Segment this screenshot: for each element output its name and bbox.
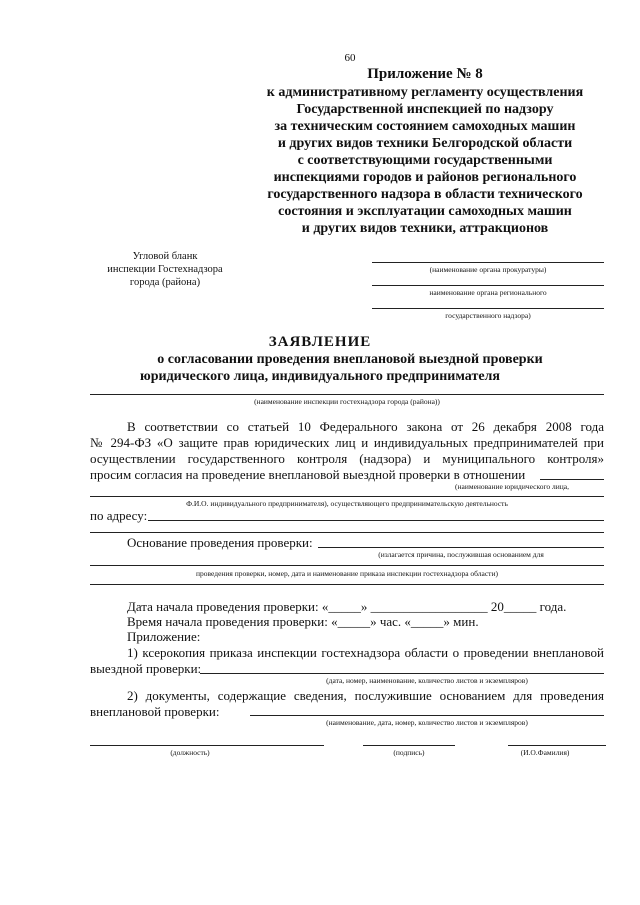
basis-line-2[interactable] <box>90 565 604 566</box>
inspection-caption: (наименование инспекции гостехнадзора города (района)) <box>254 397 440 406</box>
attachment-item-1: 1) ксерокопия приказа инспекции гостехнадзора области о проведении внеплановой <box>127 645 604 660</box>
paragraph-word: 2008 <box>545 419 572 434</box>
legal-entity-caption: (наименование юридического лица, <box>454 482 569 491</box>
paragraph-word: со <box>226 419 239 434</box>
paragraph-word: статьей <box>247 419 290 434</box>
name-caption: (И.О.Фамилия) <box>520 748 570 757</box>
appendix-line: государственного надзора в области технического <box>267 187 583 202</box>
start-time: Время начала проведения проверки: «_____» час. «_____» мин. <box>127 614 479 629</box>
fio-caption: Ф.И.О. индивидуального предпринимателя), осуществляющего предпринимательскую деятельность <box>186 499 508 508</box>
basis-label: Основание проведения проверки: <box>127 535 313 550</box>
appendix-line: Государственной инспекцией по надзору <box>296 102 554 117</box>
page-number: 60 <box>344 52 356 64</box>
regional-line-2[interactable] <box>372 308 604 309</box>
corner-line: Угловой бланк <box>132 251 198 262</box>
paragraph-line-4: просим согласия на проведение внеплановой выездной проверки в отношении <box>90 467 526 482</box>
appendix-line: за техническим состоянием самоходных машин <box>274 119 576 134</box>
paragraph-line-3: осуществлении государственного контроля (надзора) и муниципального контроля» <box>90 451 604 466</box>
address-line[interactable] <box>148 520 604 521</box>
corner-stamp <box>90 250 240 289</box>
basis-caption: (излагается причина, послужившая основанием для <box>378 550 544 559</box>
appendix-line: с соответствующими государственными <box>297 153 553 168</box>
paragraph-word: 10 <box>297 419 311 434</box>
attachment-item-2: 2) документы, содержащие сведения, послужившие основанием для проведения <box>127 688 604 703</box>
paragraph-word: В <box>127 419 136 434</box>
item2-caption: (наименование, дата, номер, количество листов и экземпляров) <box>326 718 528 727</box>
paragraph-word: от <box>451 419 464 434</box>
prosecutor-caption: (наименование органа прокуратуры) <box>429 265 547 274</box>
corner-line: города (района) <box>129 277 201 288</box>
regional-caption: наименование органа регионального <box>429 288 547 297</box>
sign-caption: (подпись) <box>393 748 425 757</box>
prosecutor-line[interactable] <box>372 262 604 263</box>
regional-caption-2: государственного надзора) <box>445 311 531 320</box>
item1-line[interactable] <box>200 673 604 674</box>
legal-entity-line[interactable] <box>90 496 604 497</box>
appendix-line: и других видов техники, аттракционов <box>301 221 549 236</box>
position-caption: (должность) <box>170 748 210 757</box>
item1-caption: (дата, номер, наименование, количество листов и экземпляров) <box>326 676 528 685</box>
paragraph-word: Федерального <box>319 419 398 434</box>
attachment-item-1-cont: выездной проверки: <box>90 661 202 676</box>
basis-caption-2: проведения проверки, номер, дата и наименование приказа инспекции гостехнадзора области) <box>196 569 498 578</box>
paragraph-line-2: № 294-ФЗ «О защите прав юридических лиц и индивидуальных предпринимателей при <box>90 435 604 450</box>
basis-line-3[interactable] <box>90 584 604 585</box>
basis-line[interactable] <box>318 547 604 548</box>
appendix-line: состояния и эксплуатации самоходных машин <box>278 204 572 219</box>
item2-line[interactable] <box>250 715 604 716</box>
appendix-line: к административному регламенту осуществления <box>266 85 584 100</box>
address-label: по адресу: <box>90 508 148 523</box>
paragraph-word: декабря <box>493 419 537 434</box>
statement-title: ЗАЯВЛЕНИЕ <box>268 334 372 350</box>
start-date: Дата начала проведения проверки: «_____» __________________ 20_____ года. <box>127 599 567 614</box>
legal-entity-line-end[interactable] <box>540 479 604 480</box>
paragraph-word: закона <box>406 419 443 434</box>
paragraph-word: 26 <box>471 419 485 434</box>
paragraph-line-1 <box>127 419 604 435</box>
attachment-item-2-cont: внеплановой проверки: <box>90 704 220 719</box>
appendix-line: и других видов техники Белгородской области <box>277 136 573 151</box>
statement-subtitle: о согласовании проведения внеплановой выездной проверки <box>157 352 543 367</box>
statement-subtitle-2: юридического лица, индивидуального предпринимателя <box>140 369 500 384</box>
attachment-label: Приложение: <box>127 629 201 644</box>
position-line[interactable] <box>90 745 324 746</box>
name-line[interactable] <box>508 745 606 746</box>
sign-line[interactable] <box>363 745 455 746</box>
address-line-2[interactable] <box>90 532 604 533</box>
corner-line: инспекции Гостехнадзора <box>107 264 223 275</box>
paragraph-word: года <box>580 419 604 434</box>
inspection-name-line[interactable] <box>90 394 604 395</box>
paragraph-word: соответствии <box>144 419 218 434</box>
appendix-line: инспекциями городов и районов регионального <box>273 170 577 185</box>
regional-line-1[interactable] <box>372 285 604 286</box>
appendix-title: Приложение № 8 <box>367 66 483 82</box>
